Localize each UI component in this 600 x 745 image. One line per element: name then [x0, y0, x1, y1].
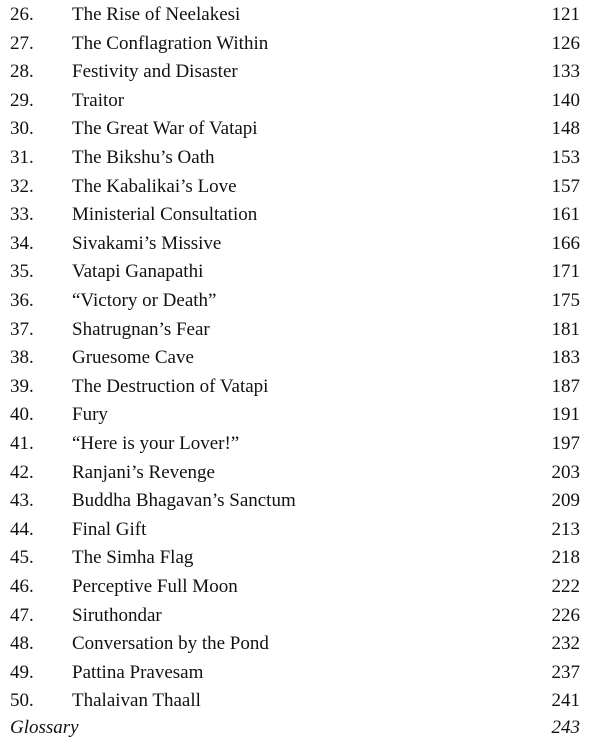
- chapter-number: 37.: [10, 318, 34, 340]
- page-number: 121: [551, 4, 580, 25]
- chapter-number: 34.: [10, 232, 34, 254]
- chapter-title: Sivakami’s Missive: [72, 232, 222, 254]
- toc-entry-44: [0, 516, 600, 545]
- page-number: 209: [551, 490, 580, 512]
- toc-entry-41: [0, 430, 600, 459]
- toc-entry-43: [0, 487, 600, 516]
- page-number: 133: [551, 61, 580, 83]
- chapter-title: Vatapi Ganapathi: [72, 261, 204, 283]
- page-number: 243: [551, 717, 580, 738]
- toc-entry-35: [0, 258, 600, 287]
- chapter-title: “Here is your Lover!”: [72, 433, 240, 454]
- chapter-title: Traitor: [72, 89, 125, 111]
- chapter-title: The Destruction of Vatapi: [72, 375, 269, 397]
- toc-entry-49: [0, 659, 600, 688]
- toc-entry-50: [0, 687, 600, 716]
- chapter-title: Thalaivan Thaall: [72, 690, 201, 712]
- toc-entry-33: [0, 201, 600, 230]
- chapter-number: 49.: [10, 661, 34, 683]
- chapter-title: The Simha Flag: [72, 547, 194, 569]
- page-number: 237: [551, 661, 580, 683]
- page-number: 213: [551, 518, 580, 540]
- chapter-number: 31.: [10, 147, 34, 168]
- page-number: 126: [551, 32, 580, 54]
- page-number: 161: [551, 204, 580, 226]
- page-number: 226: [551, 604, 580, 626]
- toc-entry-47: [0, 602, 600, 631]
- chapter-title: Festivity and Disaster: [72, 61, 238, 83]
- chapter-title: The Kabalikai’s Love: [72, 175, 237, 197]
- chapter-title: Perceptive Full Moon: [72, 576, 238, 597]
- page-number: 218: [551, 547, 580, 569]
- chapter-title: “Victory or Death”: [72, 290, 217, 311]
- chapter-number: 40.: [10, 404, 34, 426]
- glossary-title: Glossary: [10, 717, 79, 738]
- toc-entry-39: [0, 373, 600, 402]
- chapter-number: 41.: [10, 433, 34, 454]
- page-number: 171: [551, 261, 580, 283]
- chapter-title: Conversation by the Pond: [72, 633, 269, 655]
- chapter-number: 50.: [10, 690, 34, 712]
- chapter-title: Final Gift: [72, 518, 147, 540]
- page-number: 153: [551, 147, 580, 168]
- chapter-number: 29.: [10, 89, 34, 111]
- chapter-number: 26.: [10, 4, 34, 25]
- toc-entry-32: [0, 173, 600, 202]
- toc-entry-38: [0, 344, 600, 373]
- chapter-title: Gruesome Cave: [72, 347, 194, 369]
- chapter-number: 43.: [10, 490, 34, 512]
- page-number: 187: [551, 375, 580, 397]
- chapter-number: 39.: [10, 375, 34, 397]
- chapter-title: Ministerial Consultation: [72, 204, 258, 226]
- chapter-number: 35.: [10, 261, 34, 283]
- chapter-number: 44.: [10, 518, 34, 540]
- toc-entry-37: [0, 316, 600, 345]
- toc-entry-46: [0, 573, 600, 602]
- chapter-title: The Conflagration Within: [72, 32, 269, 54]
- chapter-number: 27.: [10, 32, 34, 54]
- chapter-number: 45.: [10, 547, 34, 569]
- toc-entry-26: [0, 1, 600, 30]
- page-number: 140: [551, 89, 580, 111]
- toc-entry-27: [0, 30, 600, 59]
- chapter-number: 48.: [10, 633, 34, 655]
- page-number: 191: [551, 404, 580, 426]
- page-number: 197: [551, 433, 580, 454]
- chapter-title: The Rise of Neelakesi: [72, 4, 241, 25]
- toc-entry-glossary: [0, 714, 600, 743]
- chapter-title: Siruthondar: [72, 604, 162, 626]
- toc-entry-45: [0, 544, 600, 573]
- page-number: 175: [551, 290, 580, 311]
- chapter-number: 46.: [10, 576, 34, 597]
- chapter-number: 32.: [10, 175, 34, 197]
- chapter-number: 30.: [10, 118, 34, 140]
- page-number: 157: [551, 175, 580, 197]
- page-number: 181: [551, 318, 580, 340]
- page-number: 222: [551, 576, 580, 597]
- chapter-number: 36.: [10, 290, 34, 311]
- toc-entry-31: [0, 144, 600, 173]
- toc-entry-40: [0, 401, 600, 430]
- page-number: 183: [551, 347, 580, 369]
- chapter-title: Ranjani’s Revenge: [72, 461, 215, 483]
- chapter-title: The Bikshu’s Oath: [72, 147, 215, 168]
- page-number: 203: [551, 461, 580, 483]
- chapter-number: 42.: [10, 461, 34, 483]
- chapter-title: The Great War of Vatapi: [72, 118, 258, 140]
- page-number: 241: [551, 690, 580, 712]
- toc-entry-42: [0, 459, 600, 488]
- page-number: 232: [551, 633, 580, 655]
- chapter-title: Fury: [72, 404, 108, 426]
- chapter-number: 33.: [10, 204, 34, 226]
- toc-entry-30: [0, 115, 600, 144]
- toc-entry-34: [0, 230, 600, 259]
- chapter-number: 28.: [10, 61, 34, 83]
- page-number: 148: [551, 118, 580, 140]
- chapter-title: Shatrugnan’s Fear: [72, 318, 210, 340]
- chapter-title: Pattina Pravesam: [72, 661, 204, 683]
- toc-entry-36: [0, 287, 600, 316]
- chapter-number: 38.: [10, 347, 34, 369]
- toc-entry-29: [0, 87, 600, 116]
- toc-entry-28: [0, 58, 600, 87]
- chapter-title: Buddha Bhagavan’s Sanctum: [72, 490, 296, 512]
- page-number: 166: [551, 232, 580, 254]
- chapter-number: 47.: [10, 604, 34, 626]
- toc-entry-48: [0, 630, 600, 659]
